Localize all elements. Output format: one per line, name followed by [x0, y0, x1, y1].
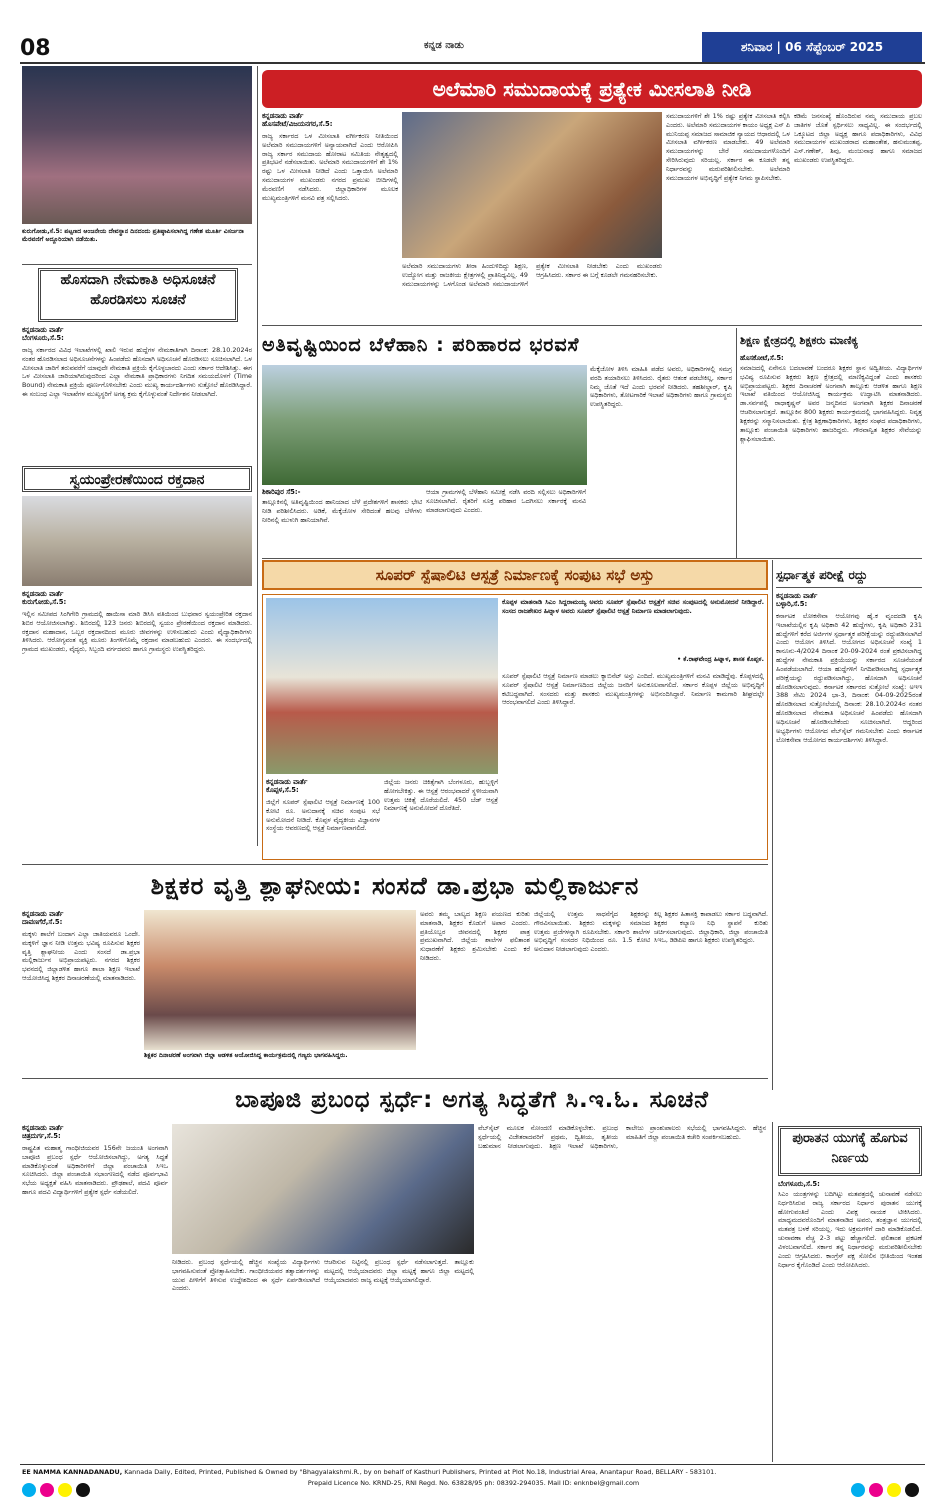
blood-donation-byline: ಕನ್ನಡನಾಡು ವಾರ್ತೆ ಕುರುಗೋಡು,ಸೆ.5:: [22, 590, 67, 607]
footer-licence: Prepaid Licence No. KRND-25, RNI Regd. No. 63828/95 ph: 08392-294035. Mail ID: enknbel@gmail.com: [307, 1479, 640, 1487]
mp-photo-caption: ಶಿಕ್ಷಕರ ದಿನಾಚರಣೆ ಅಂಗವಾಗಿ ಜಿಲ್ಲಾ ಆಡಳಿತ ಆಯೋಜಿಸಿದ್ದ ಕಾರ್ಯಕ್ರಮದಲ್ಲಿ ಗಣ್ಯರು ಭಾಗವಹಿಸಿದ್ದರು.: [144, 1052, 348, 1059]
gandhi-headline: ಬಾಪೂಜಿ ಪ್ರಬಂಧ ಸ್ಪರ್ಧೆ: ಅಗತ್ಯ ಸಿದ್ಧತೆಗೆ ಸಿ.ಇ.ಓ. ಸೂಚನೆ: [235, 1087, 709, 1113]
gandhi-col2: ನೀಡಿದರು. ಪ್ರಬಂಧ ಸ್ಪರ್ಧೆಯಲ್ಲಿ ಹೆಚ್ಚಿನ ಸಂಖ್ಯೆಯ ವಿದ್ಯಾರ್ಥಿಗಳು ಭಾಗವಹಿಸುವಂತೆ ಪ್ರೋತ್ಸಾಹಿಸಬೇಕು. ಗಾಂಧೀಜಿಯವರ ತತ್ವಾದರ್ಶಗಳನ್ನು ಯುವ ಪೀಳಿಗೆಗೆ ತಿಳಿಸುವ ಉದ್ದೇಶದಿಂದ ಈ ಸ್ಪರ್ಧೆ ಏರ್ಪಡಿಸಲಾಗಿದೆ ಎಂದರು.: [172, 1258, 320, 1293]
hospital-col2: ಜಿಲ್ಲೆಯ ಜನರು ಚಿಕಿತ್ಸೆಗಾಗಿ ಬೆಂಗಳೂರು, ಹುಬ್ಬಳ್ಳಿಗೆ ಹೋಗಬೇಕಿತ್ತು. ಈ ಆಸ್ಪತ್ರೆ ಆರಂಭವಾದರೆ ಸ್ಥಳೀಯವಾಗಿ ಉತ್ತಮ ಚಿಕಿತ್ಸೆ ದೊರೆಯಲಿದೆ. 450 ಬೆಡ್ ಆಸ್ಪತ್ರೆ ನಿರ್ಮಾಣಕ್ಕೆ ಅನುಮೋದನೆ ದೊರೆತಿದೆ.: [384, 778, 498, 813]
teachers-body: ಸಮಾಜದಲ್ಲಿ ಏನೇನೂ ಬದಲಾವಣೆ ಬಂದರೂ ಶಿಕ್ಷಕರ ಸ್ಥಾನ ಅದ್ವಿತೀಯ. ವಿದ್ಯಾರ್ಥಿಗಳ ಭವಿಷ್ಯ ರೂಪಿಸುವ ಶಿಕ್ಷಕರು ಶಿಕ್ಷಣ ಕ್ಷೇತ್ರದಲ್ಲಿ ಮಾಣಿಕ್ಯವಿದ್ದಂತೆ ಎಂದು ಶಾಸಕರು ಅಭಿಪ್ರಾಯಪಟ್ಟರು. ಶಿಕ್ಷಕರ ದಿನಾಚರಣೆ ಅಂಗವಾಗಿ ತಾಲ್ಲೂಕು ಆಡಳಿತ ಹಾಗೂ ಶಿಕ್ಷಣ ಇಲಾಖೆ ವತಿಯಿಂದ ಆಯೋಜಿಸಿದ್ದ ಕಾರ್ಯಕ್ರಮ ಉದ್ಘಾಟಿಸಿ ಮಾತನಾಡಿದರು. ಡಾ.ಸರ್ವಪಲ್ಲಿ ರಾಧಾಕೃಷ್ಣನ್ ಅವರ ಜನ್ಮದಿನದ ಅಂಗವಾಗಿ ಶಿಕ್ಷಕರ ದಿನಾಚರಣೆ ಆಚರಿಸಲಾಗುತ್ತದೆ. ತಾಲ್ಲೂಕಿನ 800 ಶಿಕ್ಷಕರು ಕಾರ್ಯಕ್ರಮದಲ್ಲಿ ಭಾಗವಹಿಸಿದ್ದರು. ನಿವೃತ್ತ ಶಿಕ್ಷಕರನ್ನು ಸನ್ಮಾನಿಸಲಾಯಿತು. ಕ್ಷೇತ್ರ ಶಿಕ್ಷಣಾಧಿಕಾರಿಗಳು, ಶಿಕ್ಷಕರ ಸಂಘದ ಪದಾಧಿಕಾರಿಗಳು, ತಾಲ್ಲೂಕು ಪಂಚಾಯಿತಿ ಅಧಿಕಾರಿಗಳು ಹಾಜರಿದ್ದರು. ಗೌರವಾನ್ವಿತ ಶಿಕ್ಷಕರ ಸೇವೆಯನ್ನು ಶ್ಲಾಘಿಸಲಾಯಿತು.: [740, 364, 922, 443]
dateline: ಶನಿವಾರ | 06 ಸೆಪ್ಟೆಂಬರ್ 2025: [702, 32, 922, 62]
hospital-col1: ಜಿಲ್ಲೆಗೆ ಸೂಪರ್ ಸ್ಪೆಷಾಲಿಟಿ ಆಸ್ಪತ್ರೆ ನಿರ್ಮಾಣಕ್ಕೆ 100 ಕೋಟಿ ರೂ. ಅನುದಾನಕ್ಕೆ ಸಚಿವ ಸಂಪುಟ ಸಭೆ ಅನುಮೋದನೆ ನೀಡಿದೆ. ಕೊಪ್ಪಳ ವೈದ್ಯಕೀಯ ವಿಜ್ಞಾನಗಳ ಸಂಸ್ಥೆಯ ಆವರಣದಲ್ಲಿ ಆಸ್ಪತ್ರೆ ನಿರ್ಮಾಣವಾಗಲಿದೆ.: [266, 798, 380, 833]
cmyk-yellow-mark: [58, 1483, 72, 1497]
heritage-headline: ಪುರಾತನ ಯುಗಕ್ಕೆ ಹೊಗುವ ನಿರ್ಣಯ: [778, 1126, 922, 1176]
hospital-byline: ಕನ್ನಡನಾಡು ವಾರ್ತೆ ಕೊಪ್ಪಳ,ಸೆ.5:: [266, 778, 308, 795]
mp-photo: [144, 910, 416, 1050]
main-photo: [402, 112, 662, 258]
hospital-photo-credit: • ಕೆ.ರಾಘವೇಂದ್ರ ಹಿಟ್ನಾಳ, ಶಾಸಕ ಕೊಪ್ಪಳ.: [677, 656, 764, 663]
header-rule: [20, 62, 925, 64]
page-number: 08: [20, 36, 51, 61]
rain-photo: [262, 365, 587, 485]
recruitment-headline: ಹೊಸದಾಗಿ ನೇಮಕಾತಿ ಅಧಿಸೂಚನೆ ಹೊರಡಿಸಲು ಸೂಚನೆ: [38, 268, 238, 322]
hospital-photo-caption: ಕೊಪ್ಪಳ ಮಾತನಾಡಿ ಸಿಎಂ ಸಿದ್ದರಾಮಯ್ಯ ಅವರು ಸೂಪರ್ ಸ್ಪೆಷಾಲಿಟಿ ಆಸ್ಪತ್ರೆಗೆ ಸಚಿವ ಸಂಪುಟದಲ್ಲಿ ಅನುಮೋದನೆ ನೀಡಿದ್ದಾರೆ. ಸಂಸದ ರಾಜಶೇಖರ ಹಿಟ್ನಾಳ ಅವರು ಸೂಪರ್ ಸ್ಪೆಷಾಲಿಟಿ ಆಸ್ಪತ್ರೆ ನಿರ್ಮಾಣ ಮಾಡಲಾಗುವುದು.: [502, 598, 764, 615]
recruitment-byline: ಕನ್ನಡನಾಡು ವಾರ್ತೆ ಬೆಂಗಳೂರು,ಸೆ.5:: [22, 326, 64, 343]
gandhi-byline: ಕನ್ನಡನಾಡು ವಾರ್ತೆ ಚಿತ್ರದುರ್ಗ,ಸೆ.5:: [22, 1124, 64, 1141]
hospital-photo: [266, 598, 498, 774]
mp-col2: ಅವರು ತಮ್ಮ ಬಾಲ್ಯದ ಶಿಕ್ಷಣ ಪಯಣದ ಕುರಿತು ಮಾತನಾಡಿ, ಶಿಕ್ಷಕರ ಕೊಡುಗೆ ಅಪಾರ ಎಂದರು. ಪ್ರತಿಯೊಬ್ಬರ ಜೀವನದಲ್ಲಿ ಶಿಕ್ಷಕರ ಪಾತ್ರ ಪ್ರಮುಖವಾಗಿದೆ. ಜಿಲ್ಲೆಯ ಶಾಲೆಗಳ ಫಲಿತಾಂಶ ಸುಧಾರಣೆಗೆ ಶಿಕ್ಷಕರು ಶ್ರಮಿಸಬೇಕು ಎಂದು ಕರೆ ನೀಡಿದರು.: [420, 910, 530, 963]
mp-col1: ಮಕ್ಕಳು ಶಾಲೆಗೆ ಬಂದಾಗ ಎಲ್ಲಾ ಜಾತಿಯವರೂ ಒಂದೇ. ಮಕ್ಕಳಿಗೆ ಜ್ಞಾನ ನೀಡಿ ಉತ್ತಮ ಭವಿಷ್ಯ ರೂಪಿಸುವ ಶಿಕ್ಷಕರ ವೃತ್ತಿ ಶ್ಲಾಘನೀಯ ಎಂದು ಸಂಸದೆ ಡಾ.ಪ್ರಭಾ ಮಲ್ಲಿಕಾರ್ಜುನ ಅಭಿಪ್ರಾಯಪಟ್ಟರು. ನಗರದ ಶಿಕ್ಷಕರ ಭವನದಲ್ಲಿ ಜಿಲ್ಲಾಡಳಿತ ಹಾಗೂ ಶಾಲಾ ಶಿಕ್ಷಣ ಇಲಾಖೆ ಆಯೋಜಿಸಿದ್ದ ಶಿಕ್ಷಕರ ದಿನಾಚರಣೆಯಲ್ಲಿ ಮಾತನಾಡಿದರು.: [22, 930, 140, 983]
main-col3: ಸಮುದಾಯಗಳಿಗೆ ಶೇ 1% ರಷ್ಟು ಪ್ರತ್ಯೇಕ ಮೀಸಲಾತಿ ಕಲ್ಪಿಸಿ ಎಂದರು. ಅಲೆಮಾರಿ ಸಮುದಾಯಗಳ ಕಾಯಂ ಅಧ್ಯಕ್ಷ ಎಸ್ ಪಿ ಮುನಿಯಪ್ಪ ಸಮಾಜದ ಸಾಮಾಜಿಕ ನ್ಯಾಯದ ಆಧಾರದಲ್ಲಿ ಒಳ ಮೀಸಲಾತಿ ವರ್ಗೀಕರಣ ಮಾಡಬೇಕು. 49 ಅಲೆಮಾರಿ ಸಮುದಾಯಗಳನ್ನು ಬೇರೆ ಸಮುದಾಯಗಳೊಂದಿಗೆ ಸೇರಿಸಿರುವುದು ಸರಿಯಲ್ಲ. ಸರ್ಕಾರ ಈ ಕೂಡಲೇ ತನ್ನ ನಿರ್ಧಾರವನ್ನು ಮರುಪರಿಶೀಲಿಸಬೇಕು. ಅಲೆಮಾರಿ ಸಮುದಾಯಗಳ ಅಭಿವೃದ್ಧಿಗೆ ಪ್ರತ್ಯೇಕ ನಿಗಮ ಸ್ಥಾಪಿಸಬೇಕು.: [666, 112, 790, 182]
gandhi-col4: ವೆಬ್‌ಸೈಟ್ ಮೂಲಕ ನೋಂದಣಿ ಮಾಡಿಕೊಳ್ಳಬೇಕು. ಪ್ರಬಂಧ ಸ್ಪರ್ಧೆಯಲ್ಲಿ ವಿಜೇತರಾದವರಿಗೆ ಪ್ರಥಮ, ದ್ವಿತೀಯ, ತೃತೀಯ ಬಹುಮಾನ ನೀಡಲಾಗುವುದು. ಶಿಕ್ಷಣ ಇಲಾಖೆ ಅಧಿಕಾರಿಗಳು, ಕಾಲೇಜು ಪ್ರಾಂಶುಪಾಲರು ಸಭೆಯಲ್ಲಿ ಭಾಗವಹಿಸಿದ್ದರು. ಹೆಚ್ಚಿನ ಮಾಹಿತಿಗೆ ಜಿಲ್ಲಾ ಪಂಚಾಯಿತಿ ಕಚೇರಿ ಸಂಪರ್ಕಿಸಬಹುದು.: [478, 1124, 766, 1150]
heritage-body: ಸಿಎಂ ಯಂತ್ರಗಳನ್ನು ಬದಿಗಿಟ್ಟು ಮತಪತ್ರದಲ್ಲಿ ಚುನಾವಣೆ ನಡೆಸಲು ನಿರ್ಧರಿಸಿರುವ ರಾಜ್ಯ ಸರ್ಕಾರದ ನಿರ್ಧಾರ ಪುರಾತನ ಯುಗಕ್ಕೆ ಹೋಗುವಂತಿದೆ ಎಂದು ವಿಪಕ್ಷ ನಾಯಕ ಟೀಕಿಸಿದರು. ಮಾಧ್ಯಮದವರೊಂದಿಗೆ ಮಾತನಾಡಿದ ಅವರು, ತಂತ್ರಜ್ಞಾನ ಯುಗದಲ್ಲಿ ಮತಪತ್ರ ಬಳಕೆ ಸರಿಯಲ್ಲ. ಇದು ಅಕ್ರಮಗಳಿಗೆ ದಾರಿ ಮಾಡಿಕೊಡಲಿದೆ. ಚುನಾವಣಾ ವೆಚ್ಚ 2-3 ಪಟ್ಟು ಹೆಚ್ಚಾಗಲಿದೆ. ಫಲಿತಾಂಶ ಪ್ರಕಟಣೆ ವಿಳಂಬವಾಗಲಿದೆ. ಸರ್ಕಾರ ತನ್ನ ನಿರ್ಧಾರವನ್ನು ಮರುಪರಿಶೀಲಿಸಬೇಕು ಎಂದು ಆಗ್ರಹಿಸಿದರು. ಕಾಂಗ್ರೆಸ್ ಪಕ್ಷ ಸೋಲಿನ ಭೀತಿಯಿಂದ ಇಂತಹ ನಿರ್ಧಾರ ಕೈಗೊಂಡಿದೆ ಎಂದು ಆರೋಪಿಸಿದರು.: [778, 1190, 922, 1269]
exam-headline: ಸ್ಪರ್ಧಾತ್ಮಕ ಪರೀಕ್ಷೆ ರದ್ದು: [776, 562, 922, 588]
mp-col3: ಜಿಲ್ಲೆಯಲ್ಲಿ ಉತ್ತಮ ಸಾಧನೆಗೈದ ಶಿಕ್ಷಕರನ್ನು ಗೌರವಿಸಲಾಯಿತು. ಶಿಕ್ಷಕರು ಮಕ್ಕಳನ್ನು ಸಮಾಜದ ಉತ್ತಮ ಪ್ರಜೆಗಳನ್ನಾಗಿ ರೂಪಿಸಬೇಕು. ಸರ್ಕಾರಿ ಶಾಲೆಗಳ ಅಭಿವೃದ್ಧಿಗೆ ಸಂಸದರ ನಿಧಿಯಿಂದ ರೂ. 1.5 ಕೋಟಿ ಅನುದಾನ ನೀಡಲಾಗುವುದು ಎಂದರು.: [534, 910, 650, 954]
main-col4: ಕಡಿಮೆ ಜನಸಂಖ್ಯೆ ಹೊಂದಿರುವ ನಮ್ಮ ಸಮುದಾಯ ಪ್ರಬಲ ಜಾತಿಗಳ ಜೊತೆ ಸ್ಪರ್ಧಿಸಲು ಸಾಧ್ಯವಿಲ್ಲ. ಈ ಸಂದರ್ಭದಲ್ಲಿ ಒಕ್ಕೂಟದ ಜಿಲ್ಲಾ ಅಧ್ಯಕ್ಷ ಹಾಗೂ ಪದಾಧಿಕಾರಿಗಳು, ವಿವಿಧ ಸಮುದಾಯಗಳ ಮುಖಂಡರಾದ ಮಹಾಂತೇಶ, ಹನುಮಂತಪ್ಪ, ಎಸ್.ಗಣೇಶ್, ಶಿವು, ಮಂಜುನಾಥ ಹಾಗೂ ಸಮಾಜದ ಮುಖಂಡರು ಉಪಸ್ಥಿತರಿದ್ದರು.: [794, 112, 922, 165]
cmyk-black-mark: [76, 1483, 90, 1497]
procession-caption: ಕುರುಗೋಡು,ಸೆ.5: ಪಟ್ಟಣದ ಆಂಜನೇಯ ದೇವಸ್ಥಾನ ದಿನದಂದು ಪ್ರತಿಷ್ಠಾಪಿಸಲಾಗಿದ್ದ ಗಣೇಶ ಮೂರ್ತಿ ವಿಸರ್ಜನಾ ಮೆರವಣಿಗೆ ಅದ್ದೂರಿಯಾಗಿ ನಡೆಯಿತು.: [22, 228, 244, 244]
footer-imprint-text: Kannada Daily, Edited, Printed, Published & Owned by "Bhagyalakshmi.R., by on behalf of Kasthuri Publishers, Printed at Plot No.18, Industrial Area, Anantapur Road, BELLARY - 583101.: [122, 1468, 717, 1476]
cmyk-yellow-mark-right: [887, 1483, 901, 1497]
footer-imprint-title: EE NAMMA KANNADANADU,: [22, 1468, 123, 1476]
mp-byline: ಕನ್ನಡನಾಡು ವಾರ್ತೆ ದಾವಣಗೆರೆ,ಸೆ.5:: [22, 910, 64, 927]
procession-photo: [22, 66, 252, 224]
main-headline: ಅಲೆಮಾರಿ ಸಮುದಾಯಕ್ಕೆ ಪ್ರತ್ಯೇಕ ಮೀಸಲಾತಿ ನೀಡಿ: [262, 70, 922, 108]
main-col1: ರಾಜ್ಯ ಸರ್ಕಾರದ ಒಳ ಮೀಸಲಾತಿ ವರ್ಗೀಕರಣ ನೀತಿಯಿಂದ ಅಲೆಮಾರಿ ಸಮುದಾಯಗಳಿಗೆ ಅನ್ಯಾಯವಾಗಿದೆ ಎಂದು ಆರೋಪಿಸಿ ರಾಜ್ಯ ಸರ್ಕಾರ ಸಮುದಾಯ ಹೋರಾಟ ಸಮಿತಿಯ ನೇತೃತ್ವದಲ್ಲಿ ಪ್ರತಿಭಟನೆ ನಡೆಸಲಾಯಿತು. ಅಲೆಮಾರಿ ಸಮುದಾಯಗಳಿಗೆ ಶೇ 1% ರಷ್ಟು ಒಳ ಮೀಸಲಾತಿ ನೀಡಿದೆ ಎಂದು ಒತ್ತಾಯಿಸಿ ಅಲೆಮಾರಿ ಸಮುದಾಯಗಳ ಮುಖಂಡರು ನಗರದ ಪ್ರಮುಖ ಬೀದಿಗಳಲ್ಲಿ ಮೆರವಣಿಗೆ ನಡೆಸಿದರು. ಜಿಲ್ಲಾಧಿಕಾರಿಗಳ ಮೂಲಕ ಮುಖ್ಯಮಂತ್ರಿಗಳಿಗೆ ಮನವಿ ಪತ್ರ ಸಲ್ಲಿಸಿದರು.: [262, 132, 398, 202]
cmyk-magenta-mark: [40, 1483, 54, 1497]
cmyk-magenta-mark-right: [869, 1483, 883, 1497]
exam-body: ಕರ್ನಾಟಕ ಲೋಕಸೇವಾ ಆಯೋಗವು ಹೈ.ಕ ವೃಂದದಡಿ ಕೃಷಿ ಇಲಾಖೆಯಲ್ಲಿನ ಕೃಷಿ ಅಧಿಕಾರಿ 42 ಹುದ್ದೆಗಳು, ಕೃಷಿ ಅಧಿಕಾರಿ 231 ಹುದ್ದೆಗಳಿಗೆ ಕರೆದ ಅರ್ಜಿಗಳ ಸ್ಪರ್ಧಾತ್ಮಕ ಪರೀಕ್ಷೆಯನ್ನು ರದ್ದುಪಡಿಸಲಾಗಿದೆ ಎಂದು ಆಯೋಗ ತಿಳಿಸಿದೆ. ಆಯೋಗದ ಅಧಿಸೂಚನೆ ಸಂಖ್ಯೆ 1 ಕಾನೂನು-4/2024 ದಿನಾಂಕ 20-09-2024 ರಂತೆ ಪ್ರಕಟಿಸಲಾಗಿದ್ದ ಹುದ್ದೆಗಳ ನೇಮಕಾತಿ ಪ್ರಕ್ರಿಯೆಯನ್ನು ಸರ್ಕಾರದ ಸೂಚನೆಯಂತೆ ಹಿಂಪಡೆಯಲಾಗಿದೆ. ಆಯಾ ಹುದ್ದೆಗಳಿಗೆ ನಿಗದಿಪಡಿಸಲಾಗಿದ್ದ ಸ್ಪರ್ಧಾತ್ಮಕ ಪರೀಕ್ಷೆಯನ್ನು ರದ್ದುಪಡಿಸಲಾಗಿದ್ದು, ಹೊಸದಾಗಿ ಅಧಿಸೂಚನೆ ಹೊರಡಿಸಲಾಗುವುದು. ಕರ್ನಾಟಕ ಸರ್ಕಾರದ ಸುತ್ತೋಲೆ ಸಂಖ್ಯೆ: ಅಇಇ 388 ಸೇಮಿ 2024 ಭಾ-3, ದಿನಾಂಕ: 04-09-2025ರಂತೆ ಹೊರಡಿಸಲಾದ ಸುತ್ತೋಲೆಯಲ್ಲಿ ದಿನಾಂಕ: 28.10.2024ರ ನಂತರ ಹೊರಡಿಸಲಾದ ನೇಮಕಾತಿ ಅಧಿಸೂಚನೆ ಹಿಂಪಡೆದು ಹೊಸದಾಗಿ ಅಧಿಸೂಚನೆ ಹೊರಡಿಸಬೇಕೆಂದು ಸೂಚಿಸಲಾಗಿದೆ. ಆದ್ದರಿಂದ ಅಭ್ಯರ್ಥಿಗಳು ಆಯೋಗದ ವೆಬ್‌ಸೈಟ್ ಗಮನಿಸಬೇಕು ಎಂದು ಕರ್ನಾಟಕ ಲೋಕಸೇವಾ ಆಯೋಗದ ಕಾರ್ಯದರ್ಶಿಗಳು ತಿಳಿಸಿದ್ದಾರೆ.: [776, 612, 922, 744]
masthead: ಕನ್ನಡ ನಾಡು: [424, 40, 464, 51]
rain-byline: ಶಿಕಾರಿಪುರ ಸೆ5:-: [262, 488, 301, 496]
main-col2: ಅಲೆಮಾರಿ ಸಮುದಾಯಗಳು ತೀರಾ ಹಿಂದುಳಿದಿದ್ದು ಶಿಕ್ಷಣ, ಉದ್ಯೋಗ ಮತ್ತು ರಾಜಕೀಯ ಕ್ಷೇತ್ರಗಳಲ್ಲಿ ಪ್ರಾತಿನಿಧ್ಯವಿಲ್ಲ. 49 ಸಮುದಾಯಗಳನ್ನು ಒಳಗೊಂಡ ಅಲೆಮಾರಿ ಸಮುದಾಯಗಳಿಗೆ ಪ್ರತ್ಯೇಕ ಮೀಸಲಾತಿ ನೀಡಬೇಕು ಎಂದು ಮುಖಂಡರು ಆಗ್ರಹಿಸಿದರು. ಸರ್ಕಾರ ಈ ಬಗ್ಗೆ ಕೂಡಲೇ ಗಮನಹರಿಸಬೇಕು.: [402, 262, 662, 288]
hospital-headline: ಸೂಪರ್ ಸ್ಪೆಷಾಲಿಟಿ ಆಸ್ಪತ್ರೆ ನಿರ್ಮಾಣಕ್ಕೆ ಸಂಪುಟ ಸಭೆ ಅಸ್ತು: [262, 560, 768, 590]
gandhi-photo: [172, 1124, 474, 1254]
mp-headline: ಶಿಕ್ಷಕರ ವೃತ್ತಿ ಶ್ಲಾಘನೀಯ: ಸಂಸದೆ ಡಾ.ಪ್ರಭಾ ಮಲ್ಲಿಕಾರ್ಜುನ: [150, 872, 640, 900]
rain-col1: ತಾಲ್ಲೂಕಿನಲ್ಲಿ ಅತಿವೃಷ್ಟಿಯಿಂದ ಹಾನಿಯಾದ ಬೆಳೆ ಪ್ರದೇಶಗಳಿಗೆ ಶಾಸಕರು ಭೇಟಿ ನೀಡಿ ಪರಿಶೀಲಿಸಿದರು. ಅಡಿಕೆ, ಮೆಕ್ಕೆಜೋಳ ಸೇರಿದಂತೆ ಹಲವು ಬೆಳೆಗಳು ನೀರಿನಲ್ಲಿ ಮುಳುಗಿ ಹಾನಿಯಾಗಿವೆ.: [262, 498, 422, 524]
gandhi-col1: ರಾಷ್ಟ್ರಪಿತ ಮಹಾತ್ಮ ಗಾಂಧೀಜಿಯವರ 156ನೇ ಜಯಂತಿ ಅಂಗವಾಗಿ ಬಾಪೂಜಿ ಪ್ರಬಂಧ ಸ್ಪರ್ಧೆ ಆಯೋಜಿಸಲಾಗಿದ್ದು, ಅಗತ್ಯ ಸಿದ್ಧತೆ ಮಾಡಿಕೊಳ್ಳುವಂತೆ ಅಧಿಕಾರಿಗಳಿಗೆ ಜಿಲ್ಲಾ ಪಂಚಾಯಿತಿ ಸಿಇಒ ಸೂಚಿಸಿದರು. ಜಿಲ್ಲಾ ಪಂಚಾಯಿತಿ ಸಭಾಂಗಣದಲ್ಲಿ ನಡೆದ ಪೂರ್ವಭಾವಿ ಸಭೆಯ ಅಧ್ಯಕ್ಷತೆ ವಹಿಸಿ ಮಾತನಾಡಿದರು. ಪ್ರೌಢಶಾಲೆ, ಪದವಿ ಪೂರ್ವ ಹಾಗೂ ಪದವಿ ವಿದ್ಯಾರ್ಥಿಗಳಿಗೆ ಪ್ರತ್ಯೇಕ ಸ್ಪರ್ಧೆ ನಡೆಯಲಿದೆ.: [22, 1144, 168, 1197]
cmyk-cyan-mark: [22, 1483, 36, 1497]
mp-col4: ಕಿಲ್ಲ ಶಿಕ್ಷಕರ ಹಿತಾಸಕ್ತಿ ಕಾಪಾಡಲು ಸರ್ಕಾರ ಬದ್ಧವಾಗಿದೆ. ಶಿಕ್ಷಕರ ಕಲ್ಯಾಣ ನಿಧಿ ಸ್ಥಾಪನೆ ಕುರಿತು ಚರ್ಚಿಸಲಾಗುವುದು. ಜಿಲ್ಲಾಧಿಕಾರಿ, ಜಿಲ್ಲಾ ಪಂಚಾಯಿತಿ ಸಿಇಒ, ಡಿಡಿಪಿಐ ಹಾಗೂ ಶಿಕ್ಷಕರು ಉಪಸ್ಥಿತರಿದ್ದರು.: [654, 910, 768, 945]
teachers-byline: ಹೊಸಕೋಟೆ,ಸೆ.5:: [740, 354, 784, 362]
exam-byline: ಕನ್ನಡನಾಡು ವಾರ್ತೆ ಬಳ್ಳಾರಿ,ಸೆ.5:: [776, 592, 818, 609]
blood-donation-body: ಇಲ್ಲಿನ ಸಮೀಪದ ಸಿಂಗಿಗೇರಿ ಗ್ರಾಮದಲ್ಲಿ ಹಾಯಿಸಾ ಮಾರಿ ಡಿಸಿಸಿ ವತಿಯಿಂದ ಬುಧವಾರ ಸ್ವಯಂಪ್ರೇರಿತ ರಕ್ತದಾನ ಶಿಬಿರ ಆಯೋಜಿಸಲಾಗಿತ್ತು. ಶಿಬಿರದಲ್ಲಿ 123 ಜನರು ಶಿಬಿರದಲ್ಲಿ ಸ್ವಯಂ ಪ್ರೇರಣೆಯಿಂದ ರಕ್ತದಾನ ಮಾಡಿದರು. ರಕ್ತದಾನ ಮಹಾದಾನ, ಒಬ್ಬರ ರಕ್ತದಾನದಿಂದ ಮೂರು ಜೀವಗಳನ್ನು ಉಳಿಸಬಹುದು ಎಂದು ವೈದ್ಯಾಧಿಕಾರಿಗಳು ತಿಳಿಸಿದರು. ಆರೋಗ್ಯವಂತ ವ್ಯಕ್ತಿ ಮೂರು ತಿಂಗಳಿಗೊಮ್ಮೆ ರಕ್ತದಾನ ಮಾಡಬಹುದು ಎಂದರು. ಈ ಸಂದರ್ಭದಲ್ಲಿ ಗ್ರಾಮದ ಮುಖಂಡರು, ವೈದ್ಯರು, ಸಿಬ್ಬಂದಿ ವರ್ಗದವರು ಹಾಗೂ ಗ್ರಾಮಸ್ಥರು ಉಪಸ್ಥಿತರಿದ್ದರು.: [22, 610, 252, 654]
blood-donation-headline: ಸ್ವಯಂಪ್ರೇರಣೆಯಿಂದ ರಕ್ತದಾನ: [22, 466, 252, 492]
heritage-byline: ಬೆಂಗಳೂರು,ಸೆ.5:: [778, 1180, 820, 1188]
cmyk-black-mark-right: [905, 1483, 919, 1497]
hospital-col3: ಸೂಪರ್ ಸ್ಪೆಷಾಲಿಟಿ ಆಸ್ಪತ್ರೆ ನಿರ್ಮಾಣ ಮಾಡಲು ಕ್ಯಾಬಿನೆಟ್ ಅಸ್ತು ಎಂದಿದೆ. ಮುಖ್ಯಮಂತ್ರಿಗಳಿಗೆ ಮನವಿ ಮಾಡಿದ್ದೆವು. ಕೊಪ್ಪಳದಲ್ಲಿ ಸೂಪರ್ ಸ್ಪೆಷಾಲಿಟಿ ಆಸ್ಪತ್ರೆ ನಿರ್ಮಾಣದಿಂದ ಜಿಲ್ಲೆಯ ಜನರಿಗೆ ಅನುಕೂಲವಾಗಲಿದೆ. ಸರ್ಕಾರ ಕೊಪ್ಪಳ ಜಿಲ್ಲೆಯ ಅಭಿವೃದ್ಧಿಗೆ ಕಟಿಬದ್ಧವಾಗಿದೆ. ಸಂಸದರು ಮತ್ತು ಶಾಸಕರು ಮುಖ್ಯಮಂತ್ರಿಗಳನ್ನು ಅಭಿನಂದಿಸಿದ್ದಾರೆ. ನಿರ್ಮಾಣ ಕಾಮಗಾರಿ ಶೀಘ್ರದಲ್ಲೇ ಆರಂಭವಾಗಲಿದೆ ಎಂದು ತಿಳಿಸಿದ್ದಾರೆ.: [502, 672, 764, 707]
rain-col2: ಆಯಾ ಗ್ರಾಮಗಳಲ್ಲಿ ಬೆಳೆಹಾನಿ ಸಮೀಕ್ಷೆ ನಡೆಸಿ ವರದಿ ಸಲ್ಲಿಸಲು ಅಧಿಕಾರಿಗಳಿಗೆ ಸೂಚಿಸಲಾಗಿದೆ. ರೈತರಿಗೆ ಸೂಕ್ತ ಪರಿಹಾರ ಒದಗಿಸಲು ಸರ್ಕಾರಕ್ಕೆ ಮನವಿ ಮಾಡಲಾಗುವುದು ಎಂದರು.: [426, 488, 586, 514]
recruitment-body: ರಾಜ್ಯ ಸರ್ಕಾರದ ವಿವಿಧ ಇಲಾಖೆಗಳಲ್ಲಿ ಖಾಲಿ ಇರುವ ಹುದ್ದೆಗಳ ನೇಮಕಾತಿಗಾಗಿ ದಿನಾಂಕ: 28.10.2024ರ ನಂತರ ಹೊರಡಿಸಲಾದ ಅಧಿಸೂಚನೆಗಳನ್ನು ಹಿಂಪಡೆದು ಹೊಸದಾಗಿ ಅಧಿಸೂಚನೆ ಹೊರಡಿಸಲು ಸೂಚಿಸಲಾಗಿದೆ. ಒಳ ಮೀಸಲಾತಿ ಜಾರಿಗೆ ತರುವವರೆಗೆ ಯಾವುದೇ ನೇಮಕಾತಿ ಪ್ರಕ್ರಿಯೆ ಕೈಗೊಳ್ಳಬಾರದು ಎಂದು ಸರ್ಕಾರ ಆದೇಶಿಸಿತ್ತು. ಈಗ ಒಳ ಮೀಸಲಾತಿ ಜಾರಿಯಾಗಿರುವುದರಿಂದ ಎಲ್ಲಾ ನೇಮಕಾತಿ ಪ್ರಾಧಿಕಾರಗಳು ನಿಗದಿತ ಸಮಯದೊಳಗೆ (Time Bound) ನೇಮಕಾತಿ ಪ್ರಕ್ರಿಯೆ ಪೂರ್ಣಗೊಳಿಸಬೇಕು ಎಂದು ಮುಖ್ಯ ಕಾರ್ಯದರ್ಶಿಗಳು ಸುತ್ತೋಲೆ ಹೊರಡಿಸಿದ್ದಾರೆ. ಈ ಸಂಬಂಧ ಎಲ್ಲಾ ಇಲಾಖೆಗಳ ಮುಖ್ಯಸ್ಥರಿಗೆ ಅಗತ್ಯ ಕ್ರಮ ಕೈಗೊಳ್ಳುವಂತೆ ನಿರ್ದೇಶನ ನೀಡಲಾಗಿದೆ.: [22, 346, 252, 399]
main-byline: ಕನ್ನಡನಾಡು ವಾರ್ತೆ ಹೊಸಪೇಟೆ/ವಿಜಯನಗರ,ಸೆ.5:: [262, 112, 333, 129]
footer-imprint: [22, 1467, 925, 1477]
teachers-headline: ಶಿಕ್ಷಣ ಕ್ಷೇತ್ರದಲ್ಲಿ ಶಿಕ್ಷಕರು ಮಾಣಿಕ್ಯ: [740, 334, 859, 347]
blood-donation-photo: [22, 496, 252, 586]
cmyk-cyan-mark-right: [851, 1483, 865, 1497]
rain-headline: ಅತಿವೃಷ್ಟಿಯಿಂದ ಬೆಳೆಹಾನಿ : ಪರಿಹಾರದ ಭರವಸೆ: [262, 334, 580, 356]
rain-col3: ಮೆಕ್ಕೆಜೋಳ ತಿಳಿಸಿ ಮಾಹಿತಿ ಪಡೆದ ಅವರು, ಅಧಿಕಾರಿಗಳಲ್ಲಿ ಸಮಗ್ರ ವರದಿ ತಯಾರಿಸಲು ತಿಳಿಸಿದರು. ರೈತರು ಆತಂಕ ಪಡಬೇಕಿಲ್ಲ, ಸರ್ಕಾರ ನಿಮ್ಮ ಜೊತೆ ಇದೆ ಎಂದು ಭರವಸೆ ನೀಡಿದರು. ತಹಶೀಲ್ದಾರ್, ಕೃಷಿ ಅಧಿಕಾರಿಗಳು, ತೋಟಗಾರಿಕೆ ಇಲಾಖೆ ಅಧಿಕಾರಿಗಳು ಹಾಗೂ ಗ್ರಾಮಸ್ಥರು ಉಪಸ್ಥಿತರಿದ್ದರು.: [590, 365, 732, 409]
gandhi-col3: ಆಚರಿಸುವ ನಿಟ್ಟಿನಲ್ಲಿ ಪ್ರಬಂಧ ಸ್ಪರ್ಧೆ ನಡೆಸಲಾಗುತ್ತದೆ. ತಾಲ್ಲೂಕು ಮಟ್ಟದಲ್ಲಿ ಆಯ್ಕೆಯಾದವರು ಜಿಲ್ಲಾ ಮಟ್ಟಕ್ಕೆ ಹಾಗೂ ಜಿಲ್ಲಾ ಮಟ್ಟದಲ್ಲಿ ಆಯ್ಕೆಯಾದವರು ರಾಜ್ಯ ಮಟ್ಟಕ್ಕೆ ಆಯ್ಕೆಯಾಗಲಿದ್ದಾರೆ.: [324, 1258, 474, 1284]
